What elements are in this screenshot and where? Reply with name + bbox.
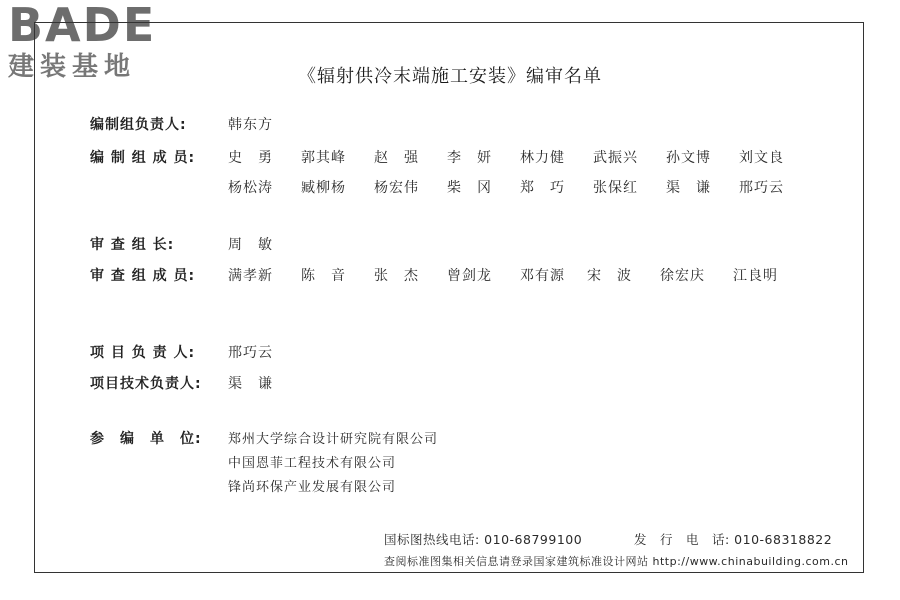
name-member: 林力健 [520,150,565,166]
name-review-leader: 周 敏 [228,237,273,253]
participant-org: 中国恩菲工程技术有限公司 [228,456,397,471]
label-review-members: 审 查 组 成 员: [90,268,196,284]
name-reviewer: 宋 波 [587,268,632,284]
name-member: 孙文博 [666,150,711,166]
name-reviewer: 曾剑龙 [447,268,492,284]
name-member: 渠 谦 [666,180,711,196]
name-reviewer: 陈 音 [301,268,346,284]
logo-subtitle: 建装基地 [8,52,137,82]
name-reviewer: 邓有源 [520,268,565,284]
name-member: 邢巧云 [739,180,784,196]
name-reviewer: 徐宏庆 [660,268,705,284]
name-project-leader: 邢巧云 [228,345,273,361]
label-participants: 参 编 单 位: [90,431,202,447]
participant-org: 郑州大学综合设计研究院有限公司 [228,432,439,447]
name-member: 刘文良 [739,150,784,166]
label-project-leader: 项 目 负 责 人: [90,345,196,361]
name-member: 臧柳杨 [301,180,346,196]
footer-sales-phone: 发 行 电 话: 010-68318822 [634,532,833,547]
name-member: 李 妍 [447,150,492,166]
name-member: 赵 强 [374,150,419,166]
page-title: 《辐射供冷末端施工安装》编审名单 [298,66,602,87]
footer-hotline: 国标图热线电话: 010-68799100 [384,532,583,547]
participant-org: 锋尚环保产业发展有限公司 [228,480,397,495]
label-project-tech-leader: 项目技术负责人: [90,376,202,392]
name-member: 郭其峰 [301,150,346,166]
name-project-tech-leader: 渠 谦 [228,376,273,392]
name-member: 郑 巧 [520,180,565,196]
name-member: 张保红 [593,180,638,196]
label-compile-leader: 编制组负责人: [90,117,187,133]
page-frame [34,22,864,573]
name-member: 史 勇 [228,150,273,166]
name-member: 杨松涛 [228,180,273,196]
name-member: 武振兴 [593,150,638,166]
name-member: 柴 冈 [447,180,492,196]
name-reviewer: 张 杰 [374,268,419,284]
name-reviewer: 江良明 [733,268,778,284]
label-compile-members: 编 制 组 成 员: [90,150,196,166]
name-compile-leader: 韩东方 [228,117,273,133]
footer-website-note: 查阅标准图集相关信息请登录国家建筑标准设计网站 http://www.chinabuilding.com.cn [384,555,849,568]
logo-word: BADE [8,0,157,52]
label-review-leader: 审 查 组 长: [90,237,175,253]
name-reviewer: 满孝新 [228,268,273,284]
name-member: 杨宏伟 [374,180,419,196]
